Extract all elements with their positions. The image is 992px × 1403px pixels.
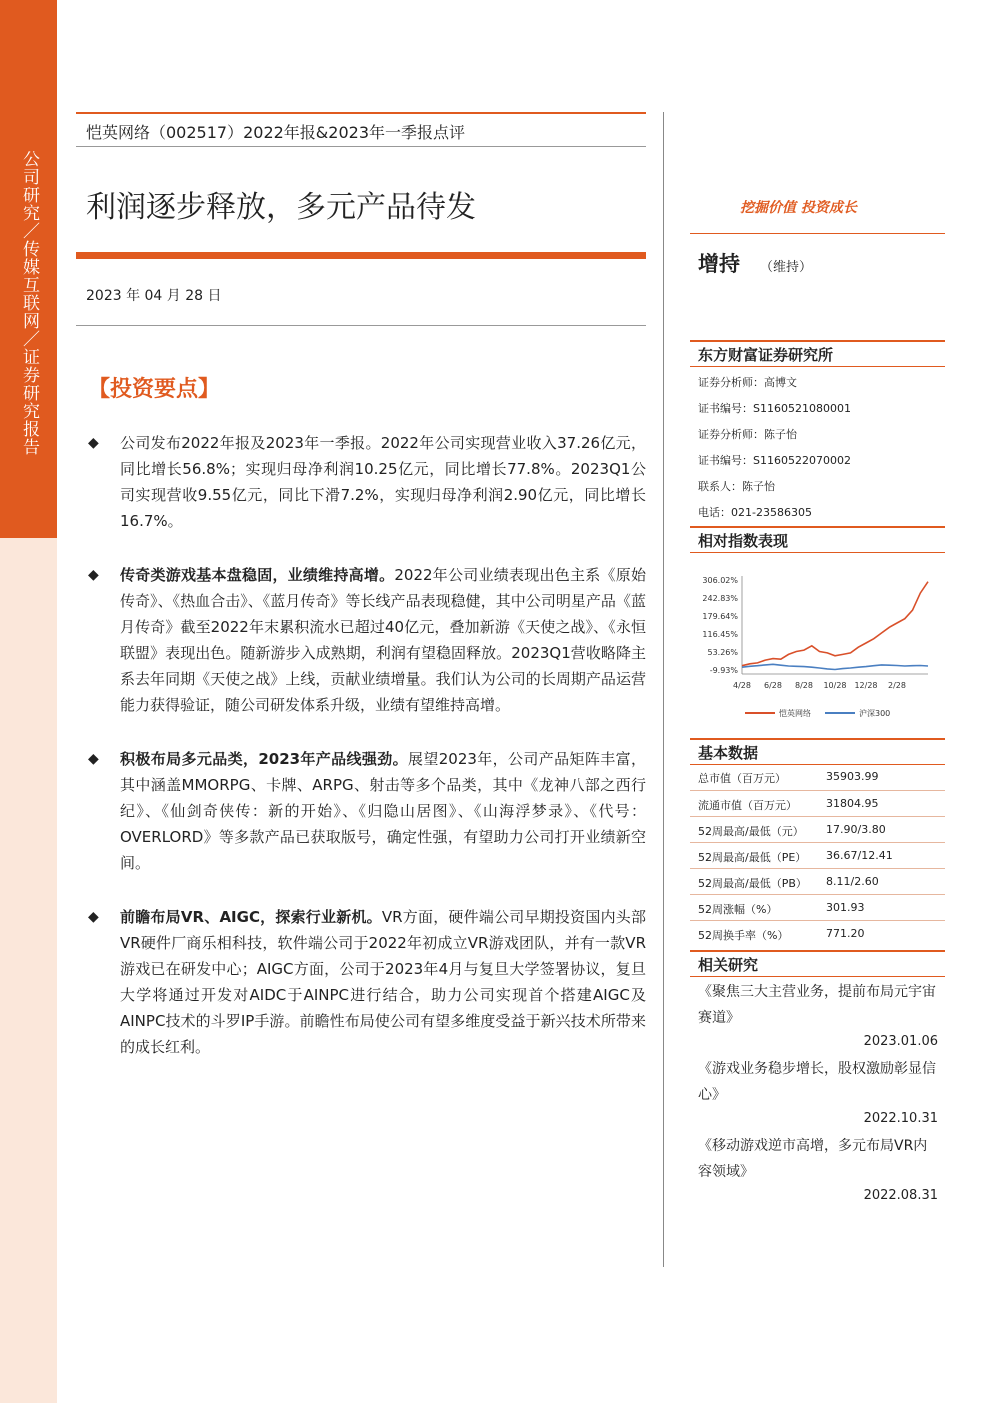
- related-report-title[interactable]: 《聚焦三大主营业务，提前布局元宇宙赛道》: [698, 984, 936, 1026]
- sidebar-lower: [0, 538, 57, 1403]
- report-date: 2023 年 04 月 28 日: [86, 288, 222, 304]
- x-tick-label: 12/28: [854, 681, 878, 690]
- institute-rule: [690, 340, 945, 342]
- related-report-title[interactable]: 《移动游戏逆市高增，多元布局VR内容领域》: [698, 1138, 928, 1180]
- y-tick-label: 53.26%: [707, 648, 738, 657]
- basic-value: 17.90/3.80: [826, 823, 886, 836]
- basic-rule: [690, 738, 945, 740]
- analyst-line: 电话：021-23586305: [698, 506, 812, 519]
- x-tick-label: 10/28: [823, 681, 847, 690]
- y-tick-label: 179.64%: [702, 612, 738, 621]
- related-report-title[interactable]: 《游戏业务稳步增长，股权激励彰显信心》: [698, 1061, 936, 1103]
- related-rule: [690, 950, 945, 952]
- x-tick-label: 8/28: [795, 681, 813, 690]
- related-heading: 相关研究: [698, 956, 759, 974]
- analyst-line: 联系人：陈子怡: [698, 480, 775, 493]
- x-tick-label: 4/28: [733, 681, 751, 690]
- relative-index-chart: [690, 568, 945, 738]
- header-rule-thin: [76, 146, 646, 147]
- basic-key: 52周换手率（%）: [698, 929, 789, 942]
- basic-key: 52周最高/最低（PE）: [698, 851, 807, 864]
- diamond-icon: ◆: [88, 435, 99, 451]
- bullet-item: [86, 746, 646, 876]
- sidebar-category-text: 公司研究／传媒互联网／证券研究报告: [19, 150, 39, 456]
- basic-key: 52周最高/最低（元）: [698, 825, 804, 838]
- header-rule: [76, 112, 646, 114]
- related-report-date: 2022.08.31: [863, 1188, 938, 1203]
- basic-value: 31804.95: [826, 797, 879, 810]
- chart-heading: 相对指数表现: [698, 532, 789, 550]
- bullet-text: 公司发布2022年报及2023年一季报。2022年公司实现营业收入37.26亿元，同比增长56.8%；实现归母净利润10.25亿元，同比增长77.8%。2023Q1公司实现营收9.55亿元，同比下滑7.2%，实现归母净利润2.90亿元，同比增长16.7%。: [120, 434, 646, 530]
- bullet-text: 2022年公司业绩表现出色主系《原始传奇》、《热血合击》、《蓝月传奇》等长线产品表现稳健，其中公司明星产品《蓝月传奇》截至2022年末累积流水已超过40亿元，叠加新游《天使之战》、《永恒联盟》表现出色。随新游步入成熟期，利润有望稳固释放。2023Q1营收略降主系去年同期《天使之战》上线，贡献业绩增量。我们认为公司的长周期产品运营能力获得验证，随公司研发体系升级，业绩有望维持高增。: [120, 566, 646, 714]
- analyst-line: 证书编号：S1160521080001: [698, 402, 851, 415]
- bullet-bold: 前瞻布局VR、AIGC，探索行业新机。: [120, 908, 382, 926]
- basic-key: 52周涨幅（%）: [698, 903, 778, 916]
- investment-points: [86, 430, 646, 1088]
- bullet-item: [86, 562, 646, 718]
- basic-key: 52周最高/最低（PB）: [698, 877, 807, 890]
- related-report-date: 2023.01.06: [863, 1034, 938, 1049]
- column-divider: [663, 112, 664, 1267]
- series-line-1: [742, 664, 928, 669]
- bullet-text: 展望2023年，公司产品矩阵丰富，其中涵盖MMORPG、卡牌、ARPG、射击等多个品类，其中《龙神八部之西行纪》、《仙剑奇侠传：新的开始》、《归隐山居图》、《山海浮梦录》、《代号：OVERLORD》等多款产品已获取版号，确定性强，有望助力公司打开业绩新空间。: [120, 750, 647, 872]
- row-divider: [690, 894, 945, 895]
- page-title: 利润逐步释放，多元产品待发: [86, 190, 476, 225]
- bullet-text: VR方面，硬件端公司早期投资国内头部VR硬件厂商乐相科技，软件端公司于2022年初成立VR游戏团队，并有一款VR游戏已在研发中心；AIGC方面，公司于2023年4月与复旦大学签署协议，复旦大学将通过开发对AIDC于AINPC进行结合，助力公司实现首个搭建AIGC及AINPC技术的斗罗IP手游。前瞻性布局使公司有望多维度受益于新兴技术所带来的成长红利。: [120, 908, 647, 1056]
- bullet-item: [86, 904, 646, 1060]
- basic-value: 8.11/2.60: [826, 875, 879, 888]
- report-header-title: 恺英网络（002517）2022年报&2023年一季报点评: [86, 123, 465, 142]
- row-divider: [690, 842, 945, 843]
- basic-value: 35903.99: [826, 770, 879, 783]
- related-rule-bottom: [690, 976, 945, 977]
- slogan: 挖掘价值 投资成长: [740, 200, 857, 216]
- row-divider: [690, 868, 945, 869]
- chart-rule-bottom: [690, 552, 945, 553]
- title-underline: [76, 252, 646, 259]
- analyst-line: 证券分析师：陈子怡: [698, 428, 797, 441]
- legend-label: 沪深300: [859, 709, 891, 718]
- analyst-line: 证书编号：S1160522070002: [698, 454, 851, 467]
- y-tick-label: -9.93%: [709, 666, 738, 675]
- diamond-icon: ◆: [88, 567, 99, 583]
- related-report-date: 2022.10.31: [863, 1111, 938, 1126]
- bullet-bold: 积极布局多元品类，2023年产品线强劲。: [120, 750, 409, 768]
- diamond-icon: ◆: [88, 751, 99, 767]
- rating-note: （维持）: [760, 260, 813, 275]
- analyst-line: 证券分析师：高博文: [698, 376, 797, 389]
- basic-rule-bottom: [690, 764, 945, 765]
- rating: 增持: [698, 252, 740, 276]
- basic-key: 总市值（百万元）: [698, 772, 786, 785]
- basic-heading: 基本数据: [698, 744, 759, 762]
- section-heading: 【投资要点】: [88, 377, 221, 402]
- series-line-0: [742, 582, 928, 666]
- x-tick-label: 6/28: [764, 681, 782, 690]
- institute-rule-bottom: [690, 366, 945, 367]
- legend-label: 恺英网络: [779, 709, 811, 718]
- bullet-bold: 传奇类游戏基本盘稳固，业绩维持高增。: [120, 566, 395, 584]
- row-divider: [690, 920, 945, 921]
- institute-name: 东方财富证券研究所: [698, 346, 834, 364]
- y-tick-label: 116.45%: [702, 630, 738, 639]
- row-divider: [690, 790, 945, 791]
- date-divider: [76, 325, 646, 326]
- y-tick-label: 242.83%: [702, 594, 738, 603]
- basic-value: 36.67/12.41: [826, 849, 893, 862]
- chart-rule: [690, 526, 945, 528]
- rating-rule-top: [690, 233, 945, 234]
- row-divider: [690, 816, 945, 817]
- basic-value: 301.93: [826, 901, 865, 914]
- x-tick-label: 2/28: [888, 681, 906, 690]
- basic-key: 流通市值（百万元）: [698, 799, 797, 812]
- basic-value: 771.20: [826, 927, 865, 940]
- y-tick-label: 306.02%: [702, 576, 738, 585]
- bullet-item: [86, 430, 646, 534]
- diamond-icon: ◆: [88, 909, 99, 925]
